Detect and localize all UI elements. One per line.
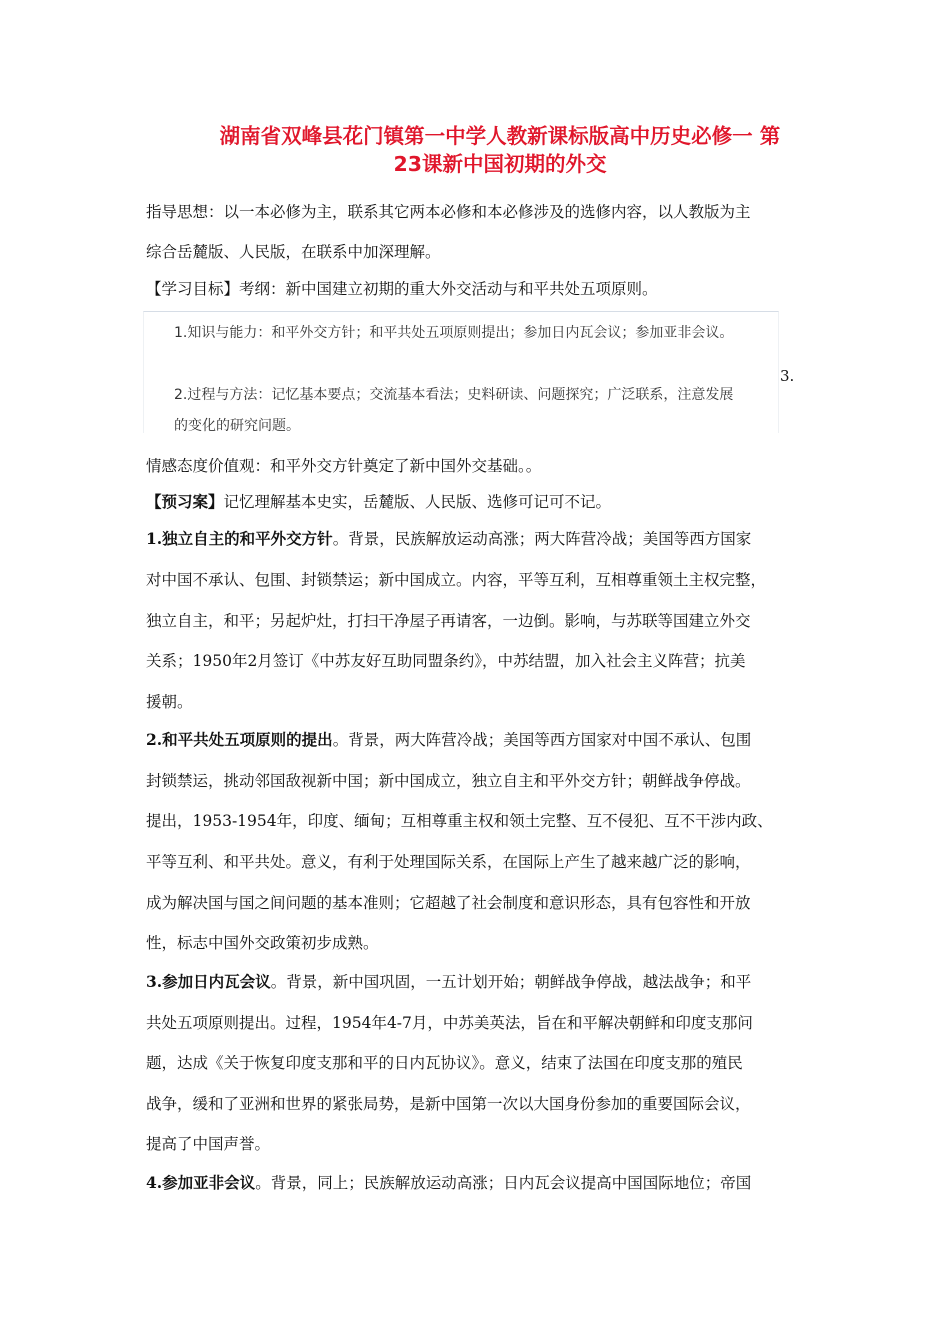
section-3-line: 提高了中国声誉。 [146,1135,271,1153]
title-line-2: 23课新中国初期的外交 [393,152,607,176]
section-2-first-text: 。背景，两大阵营冷战；美国等西方国家对中国不承认、包围 [332,731,752,749]
section-2-line: 封锁禁运，挑动邻国敌视新中国；新中国成立，独立自主和平外交方针；朝鲜战争停战。 [146,772,751,790]
section-1-line: 关系；1950年2月签订《中苏友好互助同盟条约》，中苏结盟，加入社会主义阵营；抗美 [146,652,746,670]
section-3-line: 共处五项原则提出。过程，1954年4-7月，中苏美英法，旨在和平解决朝鲜和印度支那问 [146,1014,753,1032]
section-3-heading: 3.参加日内瓦会议 [146,972,271,991]
section-4-heading: 4.参加亚非会议 [146,1173,256,1192]
objectives-line [146,278,658,300]
section-2-first-line [146,729,751,751]
section-3-first-text: 。背景，新中国巩固，一五计划开始；朝鲜战争停战，越法战争；和平 [270,973,752,991]
figure-line-2: 2.过程与方法：记忆基本要点；交流基本看法；史料研读、问题探究；广泛联系，注意发展 [174,387,734,403]
section-4-first-text: 。背景，同上；民族解放运动高涨；日内瓦会议提高中国国际地位；帝国 [255,1174,752,1192]
section-1-heading: 1.独立自主的和平外交方针 [146,529,333,548]
section-1-first-text: 。背景，民族解放运动高涨；两大阵营冷战；美国等西方国家 [332,530,752,548]
section-2-heading: 2.和平共处五项原则的提出 [146,730,333,749]
section-1-line: 对中国不承认、包围、封锁禁运；新中国成立。内容，平等互利，互相尊重领土主权完整， [146,571,767,589]
section-2-line: 提出，1953-1954年，印度、缅甸；互相尊重主权和领土完整、互不侵犯、互不干涉内政、 [146,812,773,830]
section-1-first-line [146,528,751,550]
section-1-line: 独立自主，和平；另起炉灶，打扫干净屋子再请客，一边倒。影响，与苏联等国建立外交 [146,612,751,630]
attitude-line: 情感态度价值观：和平外交方针奠定了新中国外交基础。。 [146,457,542,475]
section-2-line: 成为解决国与国之间问题的基本准则；它超越了社会制度和意识形态，具有包容性和开放 [146,894,751,912]
objectives-text: 考纲：新中国建立初期的重大外交活动与和平共处五项原则。 [239,280,658,298]
section-2-line: 性，标志中国外交政策初步成熟。 [146,934,379,952]
title-line-1: 湖南省双峰县花门镇第一中学人教新课标版高中历史必修一 第 [219,124,781,148]
figure-line-3: 的变化的研究问题。 [174,418,300,434]
section-1-line: 援朝。 [146,693,193,711]
objectives-label: 【学习目标】 [146,280,240,298]
figure-line-1: 1.知识与能力：和平外交方针；和平共处五项原则提出；参加日内瓦会议；参加亚非会议。 [174,325,734,341]
guide-line-2: 综合岳麓版、人民版，在联系中加深理解。 [146,243,441,261]
section-2-line: 平等互利、和平共处。意义，有利于处理国际关系，在国际上产生了越来越广泛的影响， [146,853,751,871]
section-3-line: 题，达成《关于恢复印度支那和平的日内瓦协议》。意义，结束了法国在印度支那的殖民 [146,1054,743,1072]
document-title [150,122,850,178]
side-number: 3. [780,367,795,385]
preview-label: 【预习案】 [146,492,224,511]
preview-text: 记忆理解基本史实，岳麓版、人民版、选修可记可不记。 [223,493,612,511]
guide-line-1: 指导思想：以一本必修为主，联系其它两本必修和本必修涉及的选修内容，以人教版为主 [146,203,751,221]
objectives-figure [143,311,779,433]
section-4-first-line [146,1172,751,1194]
section-3-first-line [146,971,751,993]
section-3-line: 战争，缓和了亚洲和世界的紧张局势，是新中国第一次以大国身份参加的重要国际会议， [146,1095,751,1113]
preview-line [146,491,611,513]
